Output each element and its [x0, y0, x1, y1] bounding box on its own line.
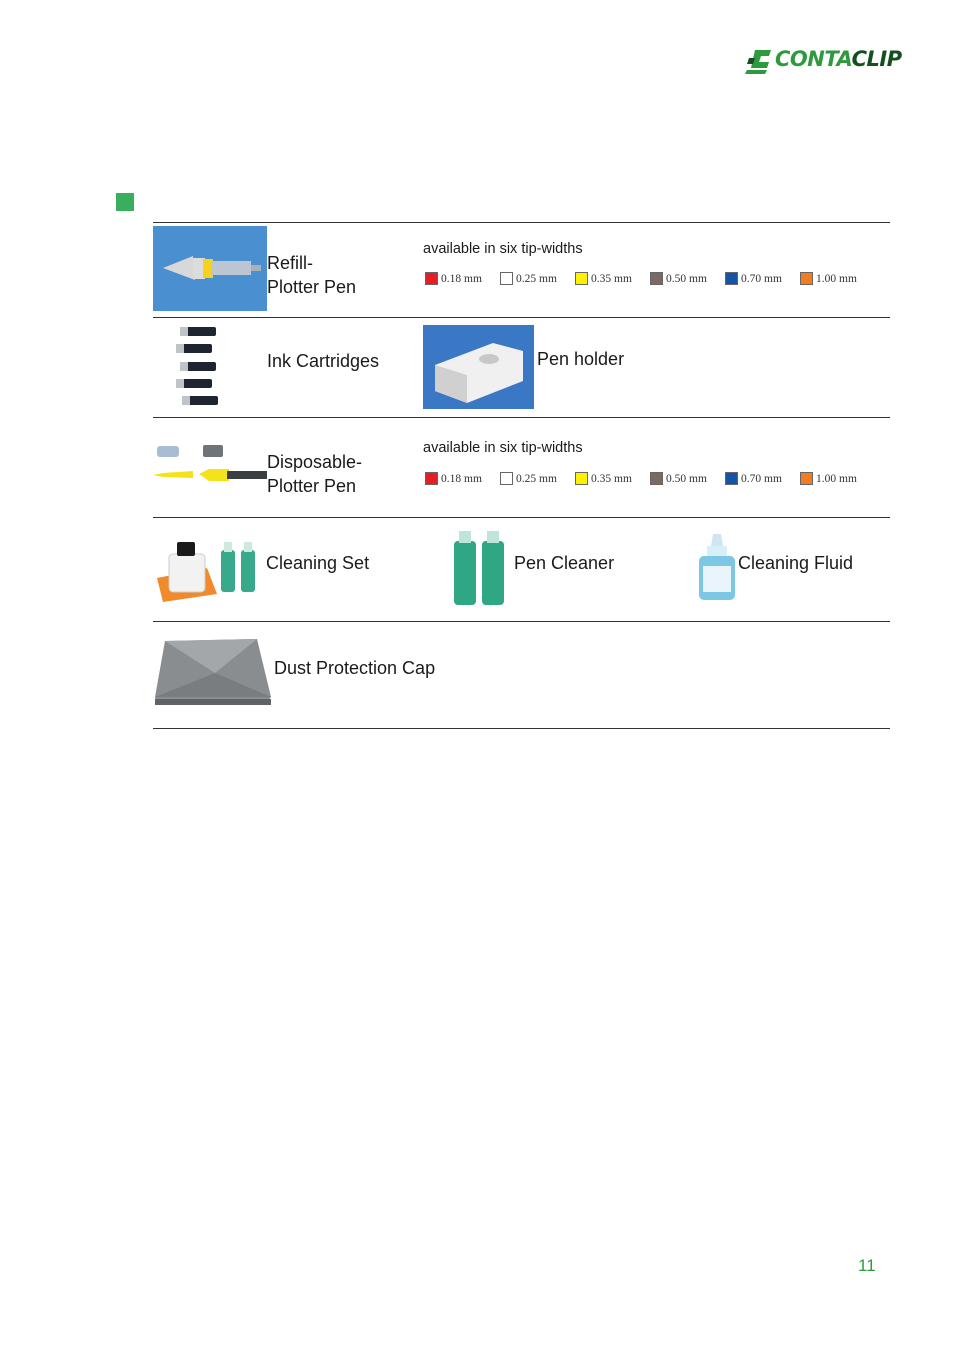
table-rule — [153, 222, 890, 223]
swatch-color — [575, 272, 588, 285]
logo-wordmark: CONTACLIP — [775, 47, 902, 71]
cleaning-fluid-title: Cleaning Fluid — [738, 553, 854, 573]
cleaning-fluid-image — [697, 532, 737, 602]
tipwidth-swatch: 0.18 mm — [425, 472, 500, 485]
swatch-color — [500, 472, 513, 485]
pen-cleaner-image — [452, 529, 508, 607]
refill-pen-title-2: Plotter Pen — [267, 277, 357, 297]
refill-pen-image — [153, 226, 267, 311]
contaclip-logo — [745, 44, 913, 76]
pen-holder-title: Pen holder — [537, 349, 625, 369]
ink-cartridges-title: Ink Cartridges — [267, 351, 380, 371]
tipwidth-swatch: 0.25 mm — [500, 472, 575, 485]
tipwidth-swatch: 0.50 mm — [650, 272, 725, 285]
tipwidth-swatch: 0.70 mm — [725, 272, 800, 285]
table-rule — [153, 621, 890, 622]
tipwidth-swatch: 1.00 mm — [800, 472, 875, 485]
dust-cap-image — [155, 637, 271, 707]
swatch-color — [725, 472, 738, 485]
tipwidth-swatch: 1.00 mm — [800, 272, 875, 285]
swatch-color — [425, 272, 438, 285]
swatch-color — [800, 472, 813, 485]
tipwidth-swatch: 0.50 mm — [650, 472, 725, 485]
table-rule — [153, 317, 890, 318]
tipwidth-swatch: 0.25 mm — [500, 272, 575, 285]
disposable-tipwidth-swatches — [425, 472, 875, 485]
page-number: 11 — [858, 1256, 876, 1275]
disposable-tipwidths-label: available in six tip-widths — [423, 440, 583, 456]
swatch-color — [800, 272, 813, 285]
pen-holder-image — [423, 325, 534, 409]
refill-tipwidths-label: available in six tip-widths — [423, 241, 583, 257]
tipwidth-swatch: 0.35 mm — [575, 472, 650, 485]
disposable-pen-title-1: Disposable- — [267, 452, 363, 472]
refill-pen-title-1: Refill- — [267, 253, 314, 273]
cleaning-set-title: Cleaning Set — [266, 553, 370, 573]
section-marker — [116, 193, 134, 211]
logo-mark-icon — [745, 44, 775, 76]
refill-tipwidth-swatches — [425, 272, 875, 285]
tipwidth-swatch: 0.70 mm — [725, 472, 800, 485]
swatch-color — [575, 472, 588, 485]
table-rule — [153, 728, 890, 729]
table-rule — [153, 517, 890, 518]
cleaning-set-image — [155, 538, 263, 604]
swatch-color — [425, 472, 438, 485]
pen-cleaner-title: Pen Cleaner — [514, 553, 615, 573]
dust-cap-title: Dust Protection Cap — [274, 658, 436, 678]
swatch-color — [500, 272, 513, 285]
disposable-pen-image — [153, 442, 267, 484]
swatch-color — [650, 472, 663, 485]
disposable-pen-title-2: Plotter Pen — [267, 476, 357, 496]
tipwidth-swatch: 0.18 mm — [425, 272, 500, 285]
tipwidth-swatch: 0.35 mm — [575, 272, 650, 285]
ink-cartridges-image — [170, 325, 225, 410]
table-rule — [153, 417, 890, 418]
swatch-color — [725, 272, 738, 285]
swatch-color — [650, 272, 663, 285]
